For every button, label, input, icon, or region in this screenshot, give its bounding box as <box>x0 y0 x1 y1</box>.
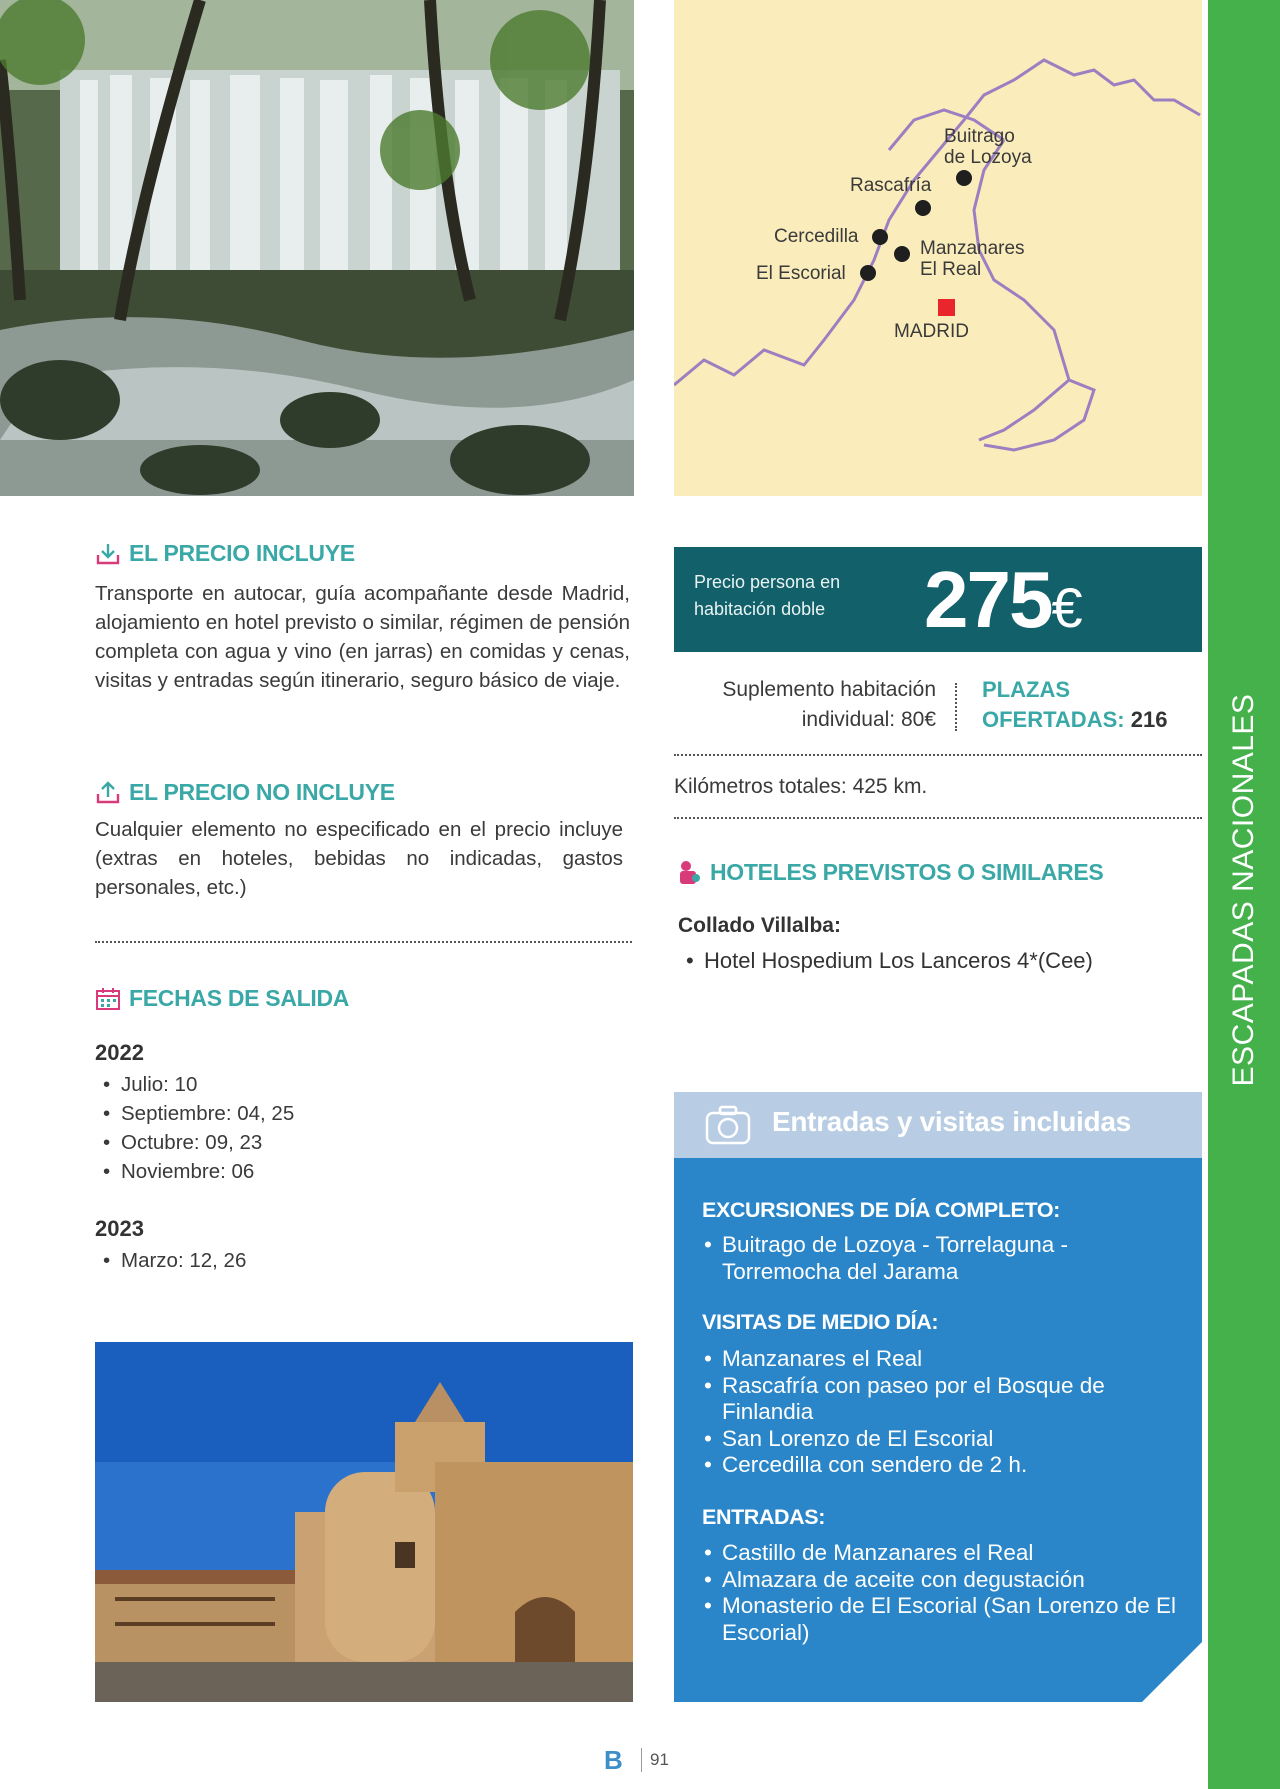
suplemento-divider <box>955 683 957 731</box>
price-currency: € <box>1051 576 1081 639</box>
fechas-heading <box>95 985 349 1012</box>
precio-no-incluye-title: EL PRECIO NO INCLUYE <box>129 779 395 805</box>
fechas-2023-list <box>95 1246 495 1275</box>
fecha-item: • Noviembre: 06 <box>95 1157 495 1186</box>
map-label-cercedilla: Cercedilla <box>774 226 859 247</box>
entrada-item: • Almazara de aceite con degustación <box>696 1567 1186 1594</box>
map-dot-escorial <box>860 265 876 281</box>
visita-item: • Manzanares el Real <box>696 1346 1186 1373</box>
visita-item: • Rascafría con paseo por el Bosque de Finlandia <box>696 1373 1186 1426</box>
price-value <box>924 555 1081 653</box>
camera-icon <box>704 1104 752 1146</box>
price-box <box>674 547 1202 652</box>
calendar-icon <box>95 986 121 1012</box>
fechas-2022-list <box>95 1070 495 1186</box>
suplemento-line1: Suplemento habitación <box>722 678 936 701</box>
entradas-header <box>674 1092 1202 1158</box>
precio-incluye-heading <box>95 540 355 567</box>
map-label-madrid: MADRID <box>894 321 969 342</box>
hotel-item: • Hotel Hospedium Los Lanceros 4*(Cee) <box>678 946 1198 976</box>
waterfall-photo <box>0 0 634 496</box>
fecha-item: • Septiembre: 04, 25 <box>95 1099 495 1128</box>
fecha-item: • Octubre: 09, 23 <box>95 1128 495 1157</box>
plazas-line1: PLAZAS <box>982 677 1070 702</box>
divider <box>674 754 1202 756</box>
page-number: 91 <box>650 1750 669 1769</box>
map-dot-cercedilla <box>872 229 888 245</box>
entrada-item: • Monasterio de El Escorial (San Lorenzo de El Escorial) <box>696 1593 1186 1646</box>
hoteles-heading <box>676 858 1103 886</box>
map-marker-madrid <box>938 299 955 316</box>
kilometros: Kilómetros totales: 425 km. <box>674 775 928 798</box>
excursiones-list <box>696 1232 1186 1285</box>
precio-incluye-text: Transporte en autocar, guía acompañante desde Madrid, alojamiento en hotel previsto o similar, régimen de pensión completa con agua y vino (en jarras) en comidas y cenas, visitas y entradas según itinerario, seguro básico de viaje. <box>95 582 630 692</box>
plazas <box>982 675 1167 735</box>
year-2023: 2023 <box>95 1216 144 1241</box>
year-2022: 2022 <box>95 1040 144 1065</box>
excursion-item: • Buitrago de Lozoya - Torrelaguna - Torremocha del Jarama <box>696 1232 1186 1285</box>
upload-icon <box>95 780 121 806</box>
entradas-heading: ENTRADAS: <box>702 1505 826 1529</box>
map-dot-manzanares <box>894 246 910 262</box>
region-map <box>674 0 1202 496</box>
entradas-title: Entradas y visitas incluidas <box>772 1106 1131 1137</box>
price-label: Precio persona en habitación doble <box>694 572 841 619</box>
map-label-manzanares: Manzanares El Real <box>920 238 1025 280</box>
map-label-buitrago: Buitrago de Lozoya <box>944 126 1032 168</box>
map-dot-rascafria <box>915 200 931 216</box>
precio-no-incluye-text: Cualquier elemento no especificado en el precio incluye (extras en hoteles, bebidas no indicadas, gastos personales, etc.) <box>95 818 623 899</box>
entradas-corner <box>1142 1642 1202 1702</box>
hoteles-title: HOTELES PREVISTOS O SIMILARES <box>710 858 1104 885</box>
entradas-list <box>696 1540 1186 1646</box>
hotel-list <box>678 946 1198 976</box>
fechas-title: FECHAS DE SALIDA <box>129 985 350 1011</box>
entrada-item: • Castillo de Manzanares el Real <box>696 1540 1186 1567</box>
visitas-list <box>696 1346 1186 1479</box>
price-amount: 275 <box>924 555 1052 644</box>
entradas-box <box>674 1092 1202 1702</box>
hotel-icon <box>676 858 702 886</box>
castle-photo <box>95 1342 633 1702</box>
excursiones-heading: EXCURSIONES DE DÍA COMPLETO: <box>702 1198 1060 1222</box>
visita-item: • San Lorenzo de El Escorial <box>696 1426 1186 1453</box>
footer-separator <box>641 1748 642 1772</box>
visita-item: • Cercedilla con sendero de 2 h. <box>696 1452 1186 1479</box>
side-band <box>1208 0 1280 1789</box>
plazas-label: OFERTADAS: <box>982 707 1125 732</box>
footer-logo: B <box>604 1745 623 1775</box>
hotel-city: Collado Villalba: <box>678 914 841 937</box>
download-icon <box>95 541 121 567</box>
visitas-heading: VISITAS DE MEDIO DÍA: <box>702 1310 939 1334</box>
side-band-label: ESCAPADAS NACIONALES <box>1227 693 1260 1087</box>
precio-no-incluye-heading <box>95 779 395 806</box>
map-label-escorial: El Escorial <box>756 263 846 284</box>
divider <box>95 941 632 943</box>
fecha-item: • Julio: 10 <box>95 1070 495 1099</box>
plazas-value: 216 <box>1130 707 1168 732</box>
map-label-rascafria: Rascafría <box>850 175 932 196</box>
suplemento <box>674 675 936 735</box>
suplemento-line2: individual: 80€ <box>801 708 936 731</box>
fecha-item: • Marzo: 12, 26 <box>95 1246 495 1275</box>
divider <box>674 817 1202 819</box>
map-dot-buitrago <box>956 170 972 186</box>
precio-incluye-title: EL PRECIO INCLUYE <box>129 540 355 566</box>
